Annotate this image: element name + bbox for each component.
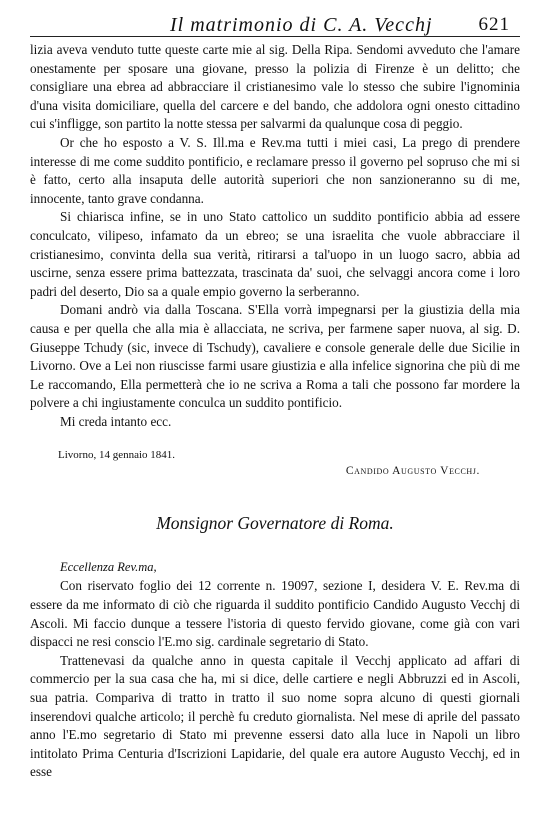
salutation: Eccellenza Rev.ma, <box>60 560 157 575</box>
closing-line: Mi creda intanto ecc. <box>60 413 172 429</box>
paragraph: Or che ho esposto a V. S. Ill.ma e Rev.ma tutti i miei casi, La prego di prendere interesse di me come suddito pontificio, e reclamare presso il governo pel sopruso che mi si è fatto, certo alla insaputa delle autorità superiori che non sanzioneranno su di me, innocente, tanto grave condanna. <box>30 134 520 206</box>
page-header <box>30 0 520 37</box>
paragraph: lizia aveva venduto tutte queste carte mie al sig. Della Ripa. Sendomi avveduto che l'amare onestamente per sposare una giovane, presso la polizia di Firenze è un delitto; che consigliare una ebrea ad abbracciare il cristianesimo vale lo stesso che subire l'ignominia d'una visita domiciliare, quella del carcere e del bando, che addolora ogni onesto cittadino cui s'infligge, son partito la notte stessa per salvarmi da qualunque cosa di peggio. <box>30 42 520 132</box>
dateline: Livorno, 14 gennaio 1841. <box>58 449 176 462</box>
letter-2 <box>30 577 520 782</box>
letter-1 <box>30 41 520 413</box>
paragraph: Domani andrò via dalla Toscana. S'Ella vorrà impegnarsi per la giustizia della mia causa e per quella che alla mia è allacciata, ne scriva, per farmene saper nuova, al sig. D. Giuseppe Tchudy (sic, invece di Tschudy), cavaliere e console generale delle due Sicilie in Livorno. Ove a Lei non riuscisse farmi usare giustizia e alla infelice signorina che più di me Le raccomando, Ella permetterà che io ne scriva a Roma a tali che possono far mordere la polvere a chi ingiustamente conculca un suddito pontificio. <box>30 302 520 411</box>
paragraph: Si chiarisca infine, se in uno Stato cattolico un suddito pontificio abbia ad essere conculcato, vilipeso, infamato da un ebreo; se una israelita che vuole abbracciare il cristianesimo, convinta della sua verità, ritirarsi a tal'uopo in un luogo sacro, abbia ad uscirne, senza essere prima battezzata, trascinata da' suoi, che selvaggi ancora come i loro padri del deserto, Dio sa a quale empio governo la serberanno. <box>30 209 520 299</box>
running-title: Il matrimonio di C. A. Vecchj <box>170 14 433 36</box>
signature: Candido Augusto Vecchj. <box>345 465 480 478</box>
paragraph: Con riservato foglio dei 12 corrente n. 19097, sezione I, desidera V. E. Rev.ma di essere da me informato di ciò che riguarda il suddito pontificio Candido Augusto Vecchj di Ascoli. Mi faccio dunque a tessere l'istoria di questo fervido giovane, come già con vari dispacci ne resi conscio l'E.mo sig. cardinale segretario di Stato. <box>30 578 520 650</box>
paragraph: Trattenevasi da qualche anno in questa capitale il Vecchj applicato ad affari di commercio per la sua casa che ha, mi si dice, delle cartiere e negli Abbruzzi ed in Ascoli, sua patria. Compariva di tratto in tratto il suo nome sopra alcuno di questi giornali inserendovi qualche articolo; il perchè fu creduto giornalista. Nel mese di aprile del passato anno l'E.mo segretario di Stato mi prevenne essersi dato alla luce in Napoli un libro intitolato Prima Centuria d'Iscrizioni Lapidarie, del quale era autore Augusto Vecchj, ed in esse <box>30 652 520 780</box>
page-number: 621 <box>478 14 510 35</box>
letter-2-title: Monsignor Governatore di Roma. <box>156 513 394 534</box>
